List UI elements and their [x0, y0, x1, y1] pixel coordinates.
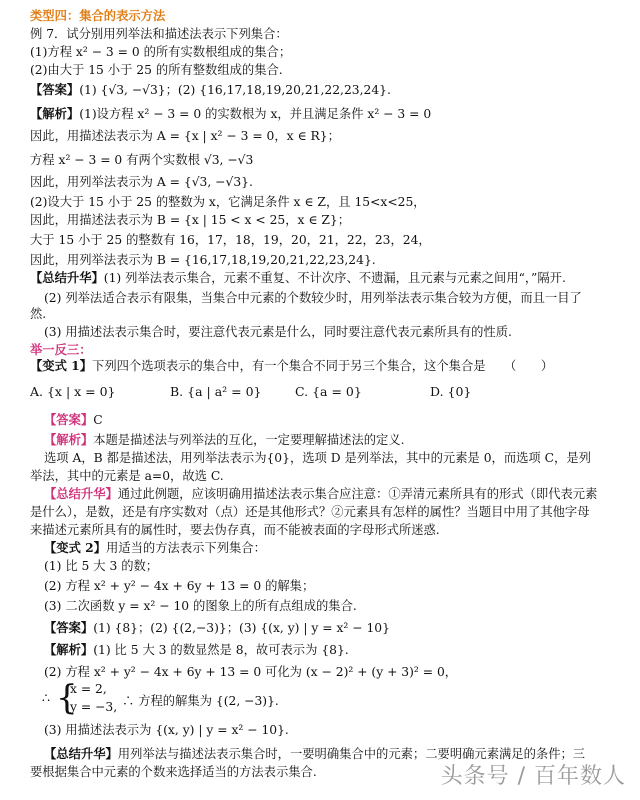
example-7-question-1: (1)方程 x² − 3 = 0 的所有实数根组成的集合； [30, 45, 292, 59]
variant-2-answer [44, 620, 634, 636]
summary-text: (1) 列举法表示集合，元素不重复、不计次序、不遗漏，且元素与元素之间用“，”隔开. [103, 271, 566, 285]
variant-1-analysis-3: 举法，其中的元素是 a=0，故选 C. [30, 469, 224, 483]
system-line-1: x = 2, [70, 682, 107, 696]
system-conclusion: ∴ 方程的解集为 {(2, −3)}. [122, 694, 279, 708]
variant-1-tag: 【变式 1】 [30, 358, 93, 373]
example-7-answer [30, 82, 620, 98]
variant-1-analysis-1 [44, 432, 634, 448]
variant-1-summary-3: 来描述元素所具有的属性时，要去伪存真，而不能被表面的字母形式所迷惑. [30, 523, 440, 537]
analysis-text: 本题是描述法与列举法的互化，一定要理解描述法的定义. [93, 433, 405, 447]
variant-2-text: 用适当的方法表示下列集合： [106, 541, 266, 555]
summary-text: 用列举法与描述法表示集合时，一要明确集合中的元素；二要明确元素满足的条件；三 [117, 747, 586, 761]
option-a: A. {x | x = 0} [30, 384, 116, 399]
variant-2-heading [44, 540, 634, 556]
example-7-summary-3: (3) 用描述法表示集合时，要注意代表元素是什么，同时要注意代表元素所具有的性质. [44, 325, 512, 339]
variant-1-analysis-2: 选项 A，B 都是描述法，用列举法表示为{0}，选项 D 是列举法，其中的元素是 0，而选项 C，是列 [44, 451, 591, 465]
example-7-analysis-8: 因此，用列举法表示为 B = {16,17,18,19,20,21,22,23,24}. [30, 253, 376, 267]
variant-2-question-1: (1) 比 5 大 3 的数； [44, 559, 159, 573]
watermark: 头条号 / 百年数人 [440, 764, 626, 789]
variant-1-question [30, 358, 620, 374]
answer-text: (1) {√3, −√3}；(2) {16,17,18,19,20,21,22,23,24}. [79, 83, 391, 97]
variant-2-question-2: (2) 方程 x² + y² − 4x + 6y + 13 = 0 的解集； [44, 579, 315, 593]
analysis-text: (1)设方程 x² − 3 = 0 的实数根为 x，并且满足条件 x² − 3 = 0 [79, 107, 432, 121]
answer-text: (1) {8}；(2) {(2,−3)}；(3) {(x, y) | y = x² − 10} [93, 621, 390, 635]
answer-tag: 【答案】 [44, 412, 94, 427]
example-7-summary-2b: 然. [30, 307, 47, 321]
option-c: C. {a = 0} [295, 384, 362, 399]
variant-2-analysis-2: (2) 方程 x² + y² − 4x + 6y + 13 = 0 可化为 (x − 2)² + (y + 3)² = 0， [44, 665, 458, 679]
variant-2-summary-2: 要根据集合中元素的个数来选择适当的方法表示集合. [30, 765, 317, 779]
variant-1-summary-2: 是什么），是数，还是有序实数对（点）还是其他形式？②元素具有怎样的属性？当题目中用了其他字母 [30, 505, 590, 519]
example-7-analysis-2: 因此，用描述法表示为 A = {x | x² − 3 = 0，x ∈ R}； [30, 129, 340, 143]
summary-tag: 【总结升华】 [30, 270, 104, 285]
option-d: D. {0} [430, 384, 472, 399]
option-b: B. {a | a² = 0} [170, 384, 262, 399]
example-7-heading: 例 7．试分别用列举法和描述法表示下列集合： [30, 27, 288, 41]
summary-text: 通过此例题，应该明确用描述法表示集合应注意：①弄清元素所具有的形式（即代表元素 [117, 487, 598, 501]
analysis-tag: 【解析】 [44, 642, 94, 657]
answer-tag: 【答案】 [44, 620, 94, 635]
section-title: 类型四：集合的表示方法 [30, 8, 166, 23]
example-7-question-2: (2)由大于 15 小于 25 的所有整数组成的集合. [30, 63, 283, 77]
example-7-summary-1 [30, 270, 620, 286]
summary-tag: 【总结升华】 [44, 486, 118, 501]
variant-2-analysis-1 [44, 642, 634, 658]
variant-1-summary-1 [44, 486, 634, 502]
example-7-summary-2a: (2) 列举法适合表示有限集，当集合中元素的个数较少时，用列举法表示集合较为方便，而且一目了 [44, 291, 582, 305]
practice-heading: 举一反三： [30, 342, 92, 357]
summary-tag: 【总结升华】 [44, 746, 118, 761]
system-brace-icon: { [56, 678, 78, 718]
example-7-analysis-3: 方程 x² − 3 = 0 有两个实数根 √3, −√3 [30, 153, 254, 167]
analysis-tag: 【解析】 [44, 432, 94, 447]
variant-2-question-3: (3) 二次函数 y = x² − 10 的图象上的所有点组成的集合. [44, 599, 357, 613]
example-7-analysis-7: 大于 15 小于 25 的整数有 16，17，18，19，20，21，22，23，24， [30, 233, 431, 247]
analysis-tag: 【解析】 [30, 106, 80, 121]
variant-1-text: 下列四个选项表示的集合中，有一个集合不同于另三个集合，这个集合是 （ ） [92, 359, 554, 373]
system-line-2: y = −3, [70, 700, 118, 714]
example-7-analysis-5: (2)设大于 15 小于 25 的整数为 x，它满足条件 x ∈ Z，且 15<x<25， [30, 195, 426, 209]
analysis-text: (1) 比 5 大 3 的数显然是 8，故可表示为 {8}. [93, 643, 349, 657]
variant-1-answer [44, 412, 634, 428]
example-7-analysis-6: 因此，用描述法表示为 B = {x | 15 < x < 25，x ∈ Z}； [30, 213, 351, 227]
variant-2-tag: 【变式 2】 [44, 540, 107, 555]
example-7-analysis-1 [30, 106, 620, 122]
example-7-analysis-4: 因此，用列举法表示为 A = {√3, −√3}. [30, 175, 253, 189]
variant-2-analysis-3: (3) 用描述法表示为 {(x, y) | y = x² − 10}. [44, 723, 289, 737]
equation-system-lead: ∴ [42, 691, 50, 705]
answer-text: C [93, 413, 103, 427]
answer-tag: 【答案】 [30, 82, 80, 97]
